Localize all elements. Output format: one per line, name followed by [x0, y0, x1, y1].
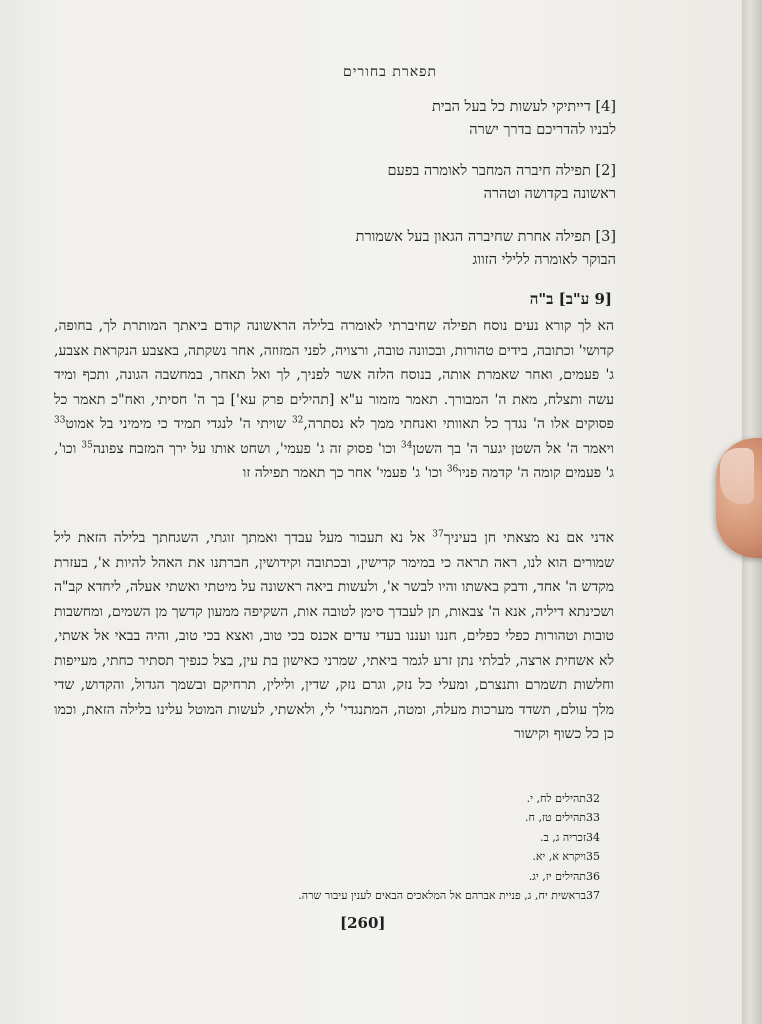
paragraph-text: הא לך קורא נעים נוסח תפילה שחיברתי לאומרה בלילה הראשונה קודם ביאתך המותרת לך, בחופה, קדושי' וכתובה, בידים טהורות, ובכוונה טובה, ורצויה, לפני המזוזה, אחר נשקתה, באצבע הנקראת אצבע, ג' פעמים, ואחר שאמרת אותה, בנוסח הלזה אשר לפניך, לך ואל תאחר, במחשבה הגונה, ותכף ומיד עשה ותצלח, מאת ה' המבורך. תאמר מזמור ע"א [תהילים פרק עא'] בך ה' חסיתי, ואח"כ תאמר כל פסוקים אלו ה' נגדך כל תאוותי ואנחתי ממך לא נסתרה,: [54, 318, 614, 432]
footnote-number: 37: [586, 889, 600, 903]
footnote: [152, 886, 612, 905]
footnote-text: תהילים יז, יג.: [528, 869, 586, 883]
footnote-text: ויקרא א, יא.: [532, 850, 586, 864]
footnote: [152, 828, 612, 847]
footnote-ref: 32: [291, 415, 304, 426]
footnote-number: 33: [586, 811, 600, 825]
thumbnail-nail: [720, 448, 754, 504]
paragraph-text: וכו', ג' פעמים קומה ה' קדמה פניו: [54, 440, 614, 481]
footnote-number: 32: [586, 792, 600, 805]
footnote-text: בראשית יח, ג, פניית אברהם אל המלאכים הבאים לענין עיבור שרה.: [298, 889, 586, 903]
running-head: תפארת בחורים: [342, 64, 438, 80]
footnote-text: תהילים טז, ח.: [524, 811, 586, 825]
toc-entry: [196, 96, 616, 142]
paragraph-text: וכו' פסוק זה ג' פעמי', ושחט אותו על ירך המזבח צפונה: [92, 440, 401, 457]
footnote-text: תהילים לח, י.: [526, 792, 586, 805]
page-number: [260]: [340, 914, 386, 932]
footnote-number: 35: [586, 850, 600, 864]
footnote: [152, 789, 612, 808]
toc-entry-line: ראשונה בקדושה וטהרה: [483, 186, 616, 202]
toc-entry-line: [2] תפילה חיברה המחבר לאומרה בפעם: [387, 163, 616, 179]
footnotes: [152, 789, 612, 905]
footnote-number: 34: [586, 830, 600, 844]
footnote: [152, 808, 612, 827]
footnote-text: זכריה ג, ב.: [540, 830, 586, 844]
toc-entry-line: לבניו להדריכם בדרך ישרה: [469, 122, 616, 138]
toc-entry-line: [4] דייתיקי לעשות כל בעל הבית: [431, 99, 616, 115]
footnote-ref: 36: [446, 464, 459, 475]
footnote: [152, 867, 612, 886]
paragraph-text: ויאמר ה' אל השטן יגער ה' בך השטן: [412, 440, 614, 457]
toc-entry: [196, 160, 616, 206]
paragraph-text: אדני אם נא מצאתי חן בעיניך: [443, 530, 614, 546]
body-paragraph: [54, 314, 614, 486]
section-heading: [9 ע"ב] ב"ה: [529, 290, 612, 308]
toc-entry-line: [3] תפילה אחרת שחיברה הגאון בעל אשמורת: [355, 229, 616, 245]
footnote-number: 36: [586, 869, 600, 883]
thumb: [716, 438, 762, 558]
footnote-ref: 35: [81, 439, 93, 450]
toc-entry-line: הבוקר לאומרה ללילי הזווג: [472, 252, 616, 268]
paragraph-text: וכו' ג' פעמי' אחר כך תאמר תפילה זו: [242, 465, 447, 481]
paragraph-text: שויתי ה' לנגדי תמיד כי מימיני בל אמוט: [65, 416, 292, 432]
prayer-paragraph: [54, 526, 614, 747]
footnote: [152, 847, 612, 866]
footnote-ref: 37: [432, 529, 444, 540]
footnote-ref: 34: [400, 439, 413, 450]
toc-entry: [196, 226, 616, 272]
paragraph-text: אל נא תעבור מעל עבדך ואמתך זוגתי, השגחתך בלילה הזאת ליל שמורים הוא לנו, ראה תראה כי במימר קדישין, ובכתובה וקידושין, חברתנו את האהל להיות א', בעזרת מקדש ה' אחד, ודבק באשתו והיו לבשר א', ולעשות ביאה ראשונה על מיטתי ואשתי אעלה, ליחדא קב"ה ושכינתא דיליה, אנא ה' צבאות, תן לעבדך סימן לטובה אות, השקיפה ממעון קדשך מן השמים, ומחשבות טובות וטהורות כפלי כפלים, חננו ועננו בעדי עדים אכנס בכי טוב, ואצא בכי טוב, והיה בבאי אל אשתי, לא אשחית ארצה, לבלתי נתן זרע לגמר ביאתי, שמרני כאישון בת עין, בצל כנפיך תסתיר כחתי, מעייפות וחלשות תשמרם ותנצרם, ומעלי כל נזק, וגרם נזק, שדין, ולילין, תרחיקם ובשמך הגדול, והקדוש, שדי מלך עולם, תשדד מערכות מעלה, ומטה, המתנגדי' לי, ולאשתי, לעשות המוטל עלינו בלילה הזאת, וכמו כן כל כשוף וקישור: [54, 530, 614, 742]
footnote-ref: 33: [54, 415, 66, 426]
